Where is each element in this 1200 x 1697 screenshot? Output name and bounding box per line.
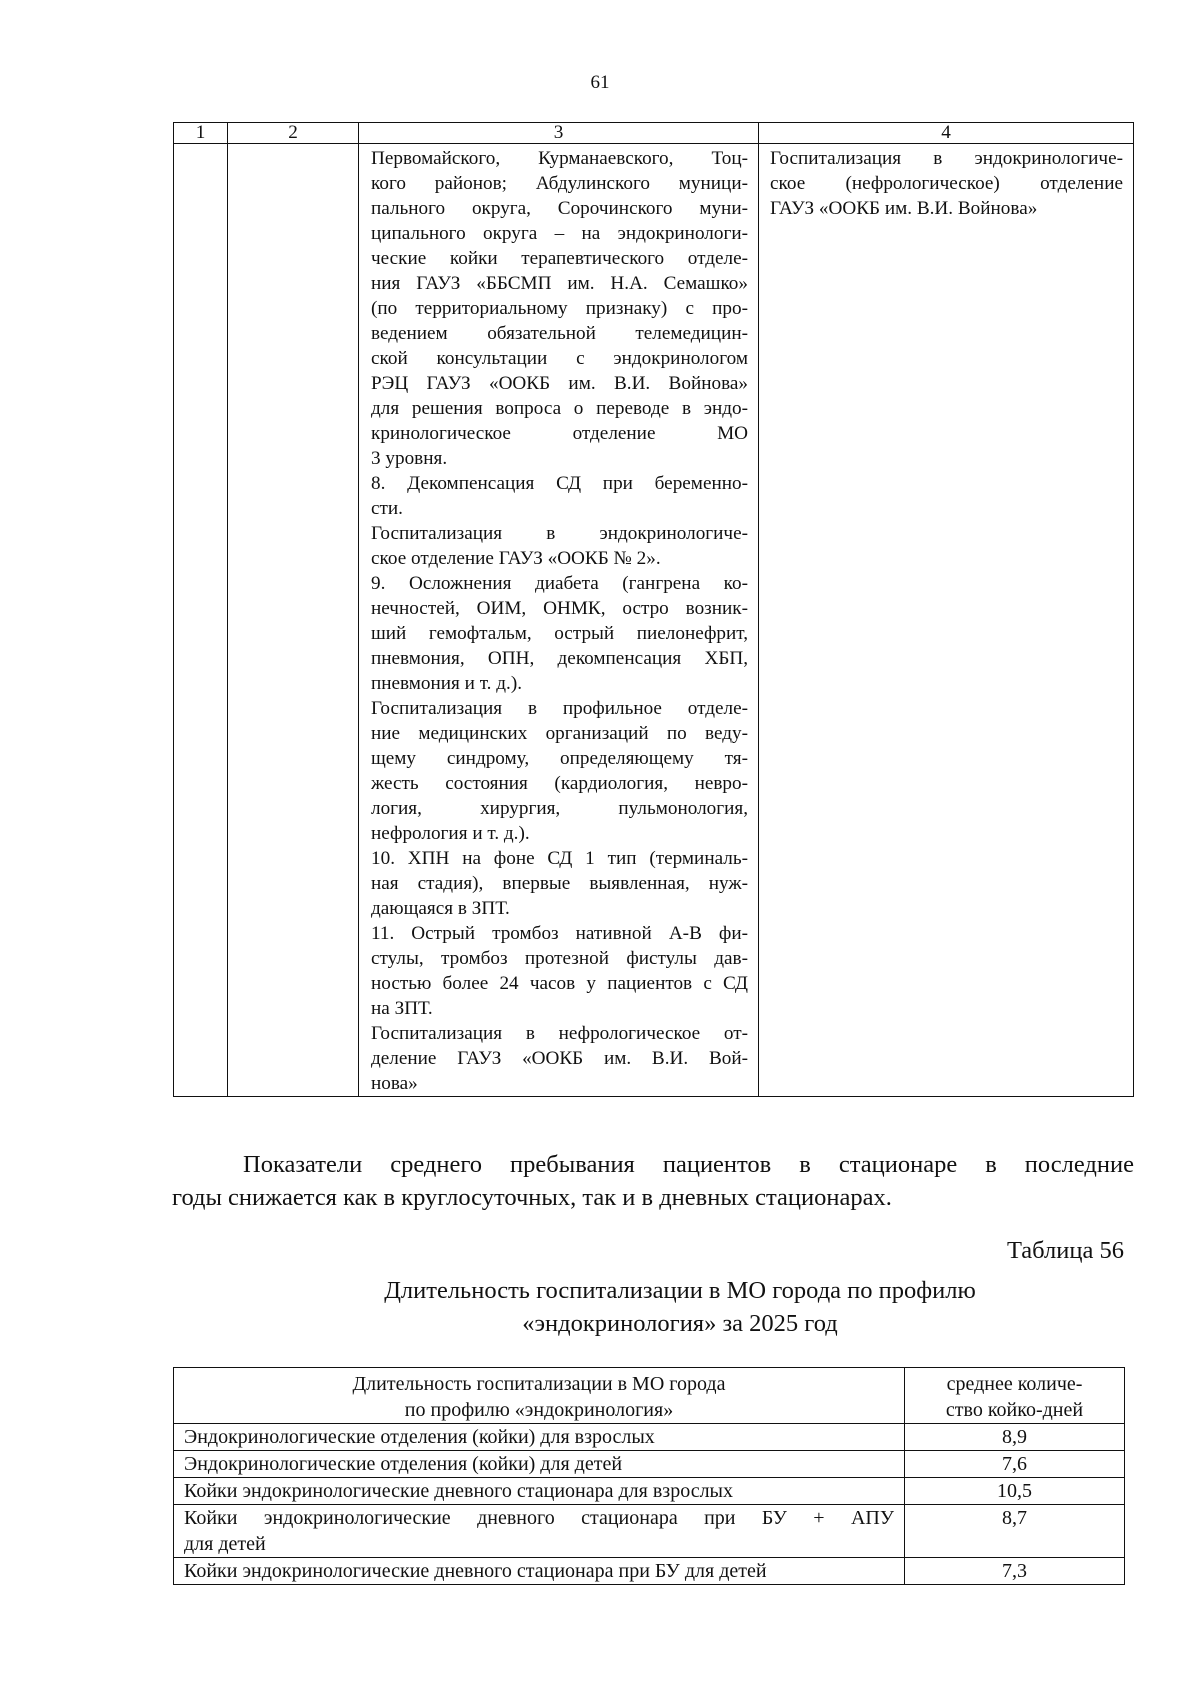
row-value: 7,3 [905,1558,1125,1585]
text-line: ческие койки терапевтического отделе- [371,248,748,269]
text-line: пневмония и т. д.). [371,673,523,694]
table-row [174,1424,1125,1451]
text-line: 10. ХПН на фоне СД 1 тип (терминаль- [371,848,748,869]
header-text: среднее количе- [946,1373,1083,1395]
table-header-row [174,1368,1125,1424]
table-title-line: «эндокринология» за 2025 год [522,1310,838,1337]
text-line: Госпитализация в профильное отделе- [371,698,748,719]
text-line: логия, хирургия, пульмонология, [371,798,748,819]
hospitalization-cell [759,144,1134,1097]
empty-cell [228,144,359,1097]
text-line: (по территориальному признаку) с про- [371,298,748,319]
paragraph-line: годы снижается как в круглосуточных, так и в дневных стационарах. [172,1184,892,1211]
page-number: 61 [590,72,610,93]
criteria-cell [359,144,759,1097]
paragraph-line: Показатели среднего пребывания пациентов в стационаре в последние [243,1151,1134,1178]
text-line: ная стадия), впервые выявленная, нуж- [371,873,748,894]
text-line: Госпитализация в эндокринологиче- [770,148,1123,169]
table-title [172,1274,1188,1340]
text-line: для решения вопроса о переводе в эндо- [371,398,748,419]
row-value: 10,5 [905,1478,1125,1505]
text-line: 8. Декомпенсация СД при беременно- [371,473,748,494]
table-row [174,1558,1125,1585]
table-title-line: Длительность госпитализации в МО города по профилю [384,1277,976,1304]
text-line: жесть состояния (кардиология, невро- [371,773,748,794]
text-line: нефрология и т. д.). [371,823,530,844]
text-line: ния ГАУЗ «ББСМП им. Н.А. Семашко» [371,273,748,294]
header-text: ство койко-дней [945,1399,1084,1421]
body-paragraph [172,1148,1134,1214]
table-row [174,144,1134,1097]
text-line: щему синдрому, определяющему тя- [371,748,748,769]
column-number-row [174,123,1134,144]
text-line: 9. Осложнения диабета (гангрена ко- [371,573,748,594]
text-line: ГАУЗ «ООКБ им. В.И. Войнова» [770,198,1038,219]
text-line: на ЗПТ. [371,998,433,1019]
text-line: кринологическое отделение МО [371,423,748,444]
text-line: кого районов; Абдулинского муници- [371,173,748,194]
row-label: Эндокринологические отделения (койки) для взрослых [174,1424,905,1451]
table-row [174,1478,1125,1505]
row-label: Койки эндокринологические дневного стационара при БУ для детей [174,1558,905,1585]
text-line: деление ГАУЗ «ООКБ им. В.И. Вой- [371,1048,748,1069]
text-line: нова» [371,1073,418,1094]
row-value: 8,7 [905,1505,1125,1558]
header-cell [174,1368,905,1424]
text-line: Госпитализация в эндокринологиче- [371,523,748,544]
row-value: 8,9 [905,1424,1125,1451]
header-text: по профилю «эндокринология» [404,1399,674,1421]
text-line: 3 уровня. [371,448,448,469]
continuation-table [173,122,1134,1097]
column-number: 3 [359,123,759,144]
text-line: ший гемофтальм, острый пиелонефрит, [371,623,748,644]
text-line: ностью более 24 часов у пациентов с СД [371,973,748,994]
table-row [174,1451,1125,1478]
table-row [174,1505,1125,1558]
text-line: Первомайского, Курманаевского, Тоц- [371,148,748,169]
text-line: ние медицинских организаций по веду- [371,723,748,744]
text-line: сти. [371,498,403,519]
text-line: ской консультации с эндокринологом [371,348,748,369]
row-label [174,1505,905,1558]
row-value: 7,6 [905,1451,1125,1478]
column-number: 2 [228,123,359,144]
duration-table [173,1367,1125,1585]
column-number: 4 [759,123,1134,144]
text-line: 11. Острый тромбоз нативной А-В фи- [371,923,748,944]
empty-cell [174,144,228,1097]
row-label: Койки эндокринологические дневного стационара для взрослых [174,1478,905,1505]
table-label: Таблица 56 [1006,1237,1124,1264]
row-label: Эндокринологические отделения (койки) для детей [174,1451,905,1478]
text-line: нечностей, ОИМ, ОНМК, остро возник- [371,598,748,619]
text-line: пневмония, ОПН, декомпенсация ХБП, [371,648,748,669]
text-line: ведением обязательной телемедицин- [371,323,748,344]
row-label-line: для детей [184,1533,266,1555]
text-line: РЭЦ ГАУЗ «ООКБ им. В.И. Войнова» [371,373,748,394]
column-number: 1 [174,123,228,144]
row-label-line: Койки эндокринологические дневного стационара при БУ + АПУ [184,1507,894,1529]
text-line: ципального округа – на эндокринологи- [371,223,748,244]
text-line: стулы, тромбоз протезной фистулы дав- [371,948,748,969]
text-line: дающаяся в ЗПТ. [371,898,510,919]
text-line: Госпитализация в нефрологическое от- [371,1023,748,1044]
text-line: пального округа, Сорочинского муни- [371,198,748,219]
header-text: Длительность госпитализации в МО города [352,1373,726,1395]
header-cell [905,1368,1125,1424]
text-line: ское (нефрологическое) отделение [770,173,1123,194]
text-line: ское отделение ГАУЗ «ООКБ № 2». [371,548,661,569]
